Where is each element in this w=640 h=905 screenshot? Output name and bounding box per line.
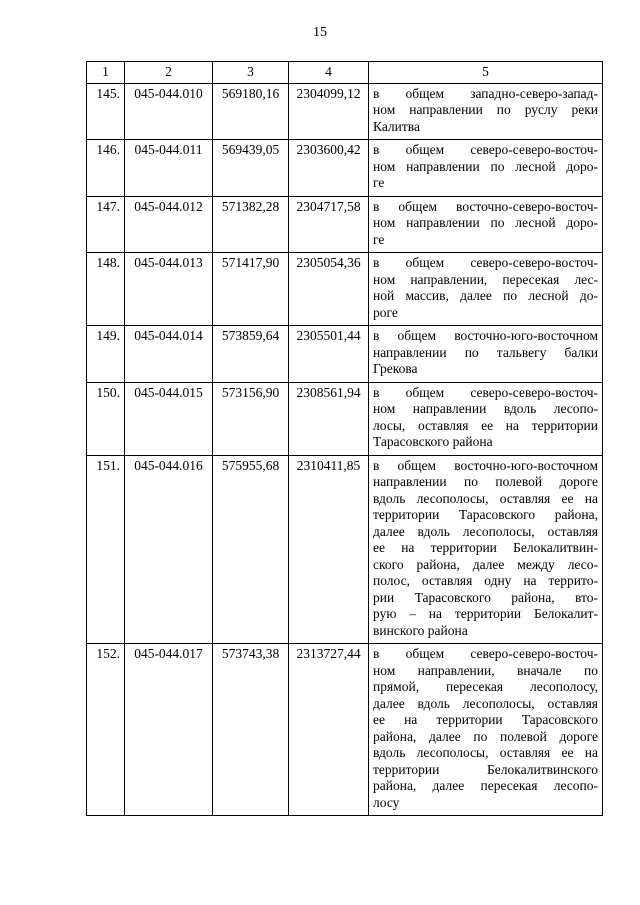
description-line: лосу: [373, 794, 400, 810]
description-line: в общем северо-северо-восточ-: [373, 255, 598, 270]
boundary-table: [86, 61, 603, 816]
boundary-description-cell: [369, 83, 603, 140]
row-number-cell: 146.: [87, 140, 125, 197]
y-coordinate-cell: 2308561,94: [289, 382, 369, 455]
column-header-4: 4: [289, 62, 369, 84]
description-line: лосы, оставляя ее на территории: [373, 417, 598, 433]
description-line: вдоль лесополосы, оставляя ее на: [373, 745, 598, 760]
boundary-description-cell: [369, 196, 603, 253]
description-line: ном направлении, вначале по: [373, 662, 598, 678]
description-line: ге: [373, 175, 385, 190]
x-coordinate-cell: 571382,28: [213, 196, 289, 253]
table-row: [87, 140, 603, 197]
row-number-cell: 152.: [87, 644, 125, 816]
table-row: [87, 382, 603, 455]
description-line: направлении по полевой дороге: [373, 474, 598, 489]
column-header-3: 3: [213, 62, 289, 84]
description-line: района, далее по полевой дороге: [373, 728, 598, 744]
table-row: [87, 455, 603, 644]
description-line: далее вдоль лесополосы, оставляя: [373, 523, 598, 539]
description-line: рую – на территории Белокалит-: [373, 606, 598, 621]
boundary-description-cell: [369, 455, 603, 644]
point-code-cell: 045-044.012: [125, 196, 213, 253]
row-number-cell: 148.: [87, 253, 125, 326]
description-line: Калитва: [373, 118, 420, 134]
column-header-2: 2: [125, 62, 213, 84]
header-row: [87, 62, 603, 84]
point-code-cell: 045-044.010: [125, 83, 213, 140]
description-line: в общем северо-северо-восточ-: [373, 142, 598, 157]
row-number-cell: 147.: [87, 196, 125, 253]
point-code-cell: 045-044.014: [125, 326, 213, 383]
page-number: 15: [313, 25, 327, 40]
description-line: в общем восточно-юго-восточном: [373, 457, 598, 473]
y-coordinate-cell: 2303600,42: [289, 140, 369, 197]
description-line: ном направлении вдоль лесопо-: [373, 401, 598, 416]
description-line: в общем северо-северо-восточ-: [373, 384, 598, 400]
description-line: вдоль лесополосы, оставляя ее на: [373, 490, 598, 506]
description-line: Грекова: [373, 361, 418, 376]
point-code-cell: 045-044.017: [125, 644, 213, 816]
column-header-5: 5: [369, 62, 603, 84]
row-number-cell: 149.: [87, 326, 125, 383]
row-number-cell: 150.: [87, 382, 125, 455]
point-code-cell: 045-044.013: [125, 253, 213, 326]
boundary-description-cell: [369, 253, 603, 326]
boundary-description-cell: [369, 140, 603, 197]
description-line: ном направлении по руслу реки: [373, 102, 598, 117]
table-row: [87, 253, 603, 326]
y-coordinate-cell: 2305054,36: [289, 253, 369, 326]
x-coordinate-cell: 573743,38: [213, 644, 289, 816]
description-line: роге: [373, 304, 398, 320]
row-number-cell: 151.: [87, 455, 125, 644]
table-row: [87, 196, 603, 253]
x-coordinate-cell: 569180,16: [213, 83, 289, 140]
description-line: ном направлении по лесной доро-: [373, 158, 598, 174]
description-line: далее вдоль лесополосы, оставляя: [373, 695, 598, 711]
description-line: ном направлении, пересекая лес-: [373, 271, 598, 287]
x-coordinate-cell: 573156,90: [213, 382, 289, 455]
y-coordinate-cell: 2305501,44: [289, 326, 369, 383]
description-line: в общем северо-северо-восточ-: [373, 646, 598, 661]
description-line: ном направлении по лесной доро-: [373, 215, 598, 230]
column-header-1: 1: [87, 62, 125, 84]
description-line: ского района, далее между лесо-: [373, 556, 598, 572]
y-coordinate-cell: 2304099,12: [289, 83, 369, 140]
boundary-description-cell: [369, 644, 603, 816]
description-line: в общем восточно-северо-восточ-: [373, 198, 598, 214]
table-body: [87, 83, 603, 816]
description-line: территории Тарасовского района,: [373, 507, 598, 522]
description-line: в общем западно-северо-запад-: [373, 85, 598, 101]
description-line: винского района: [373, 622, 468, 638]
y-coordinate-cell: 2310411,85: [289, 455, 369, 644]
description-line: в общем восточно-юго-восточном: [373, 328, 598, 343]
description-line: прямой, пересекая лесополосу,: [373, 679, 598, 694]
description-line: ной массив, далее по лесной до-: [373, 288, 598, 303]
boundary-description-cell: [369, 326, 603, 383]
row-number-cell: 145.: [87, 83, 125, 140]
description-line: ее на территории Белокалитвин-: [373, 540, 598, 555]
description-line: ее на территории Тарасовского: [373, 712, 598, 727]
description-line: Тарасовского района: [373, 434, 493, 449]
x-coordinate-cell: 571417,90: [213, 253, 289, 326]
y-coordinate-cell: 2313727,44: [289, 644, 369, 816]
x-coordinate-cell: 575955,68: [213, 455, 289, 644]
x-coordinate-cell: 569439,05: [213, 140, 289, 197]
table-row: [87, 326, 603, 383]
table-row: [87, 644, 603, 816]
description-line: района, далее пересекая лесопо-: [373, 778, 598, 793]
y-coordinate-cell: 2304717,58: [289, 196, 369, 253]
point-code-cell: 045-044.011: [125, 140, 213, 197]
boundary-description-cell: [369, 382, 603, 455]
description-line: полос, оставляя одну на террито-: [373, 573, 598, 588]
description-line: ге: [373, 231, 385, 247]
description-line: территории Белокалитвинского: [373, 761, 598, 777]
point-code-cell: 045-044.015: [125, 382, 213, 455]
description-line: направлении по тальвегу балки: [373, 344, 598, 360]
description-line: рии Тарасовского района, вто-: [373, 589, 598, 605]
x-coordinate-cell: 573859,64: [213, 326, 289, 383]
table-row: [87, 83, 603, 140]
point-code-cell: 045-044.016: [125, 455, 213, 644]
